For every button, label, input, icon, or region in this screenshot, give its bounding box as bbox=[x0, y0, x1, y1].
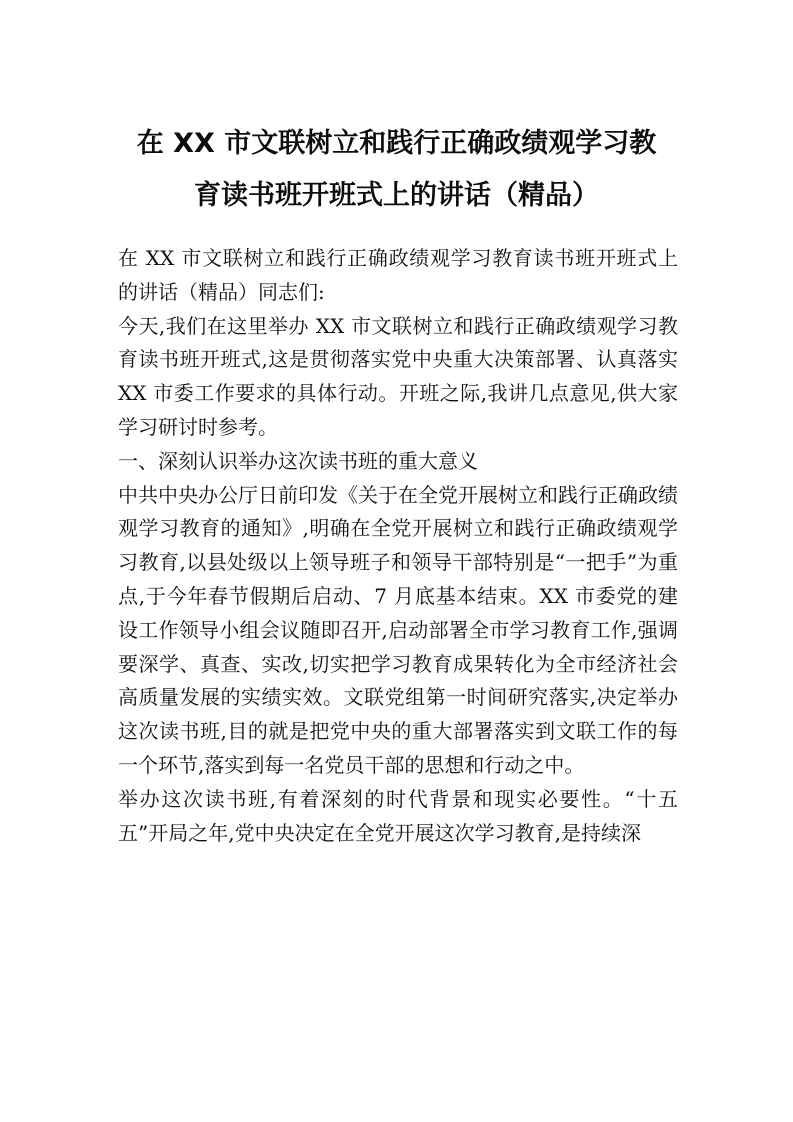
title-line-1: 在 XX 市文联树立和践行正确政绩观学习教 bbox=[136, 128, 657, 159]
document-body bbox=[118, 242, 678, 850]
opening-paragraph: 在 XX 市文联树立和践行正确政绩观学习教育读书班开班式上的讲话（精品）同志们: bbox=[118, 246, 678, 304]
document-title bbox=[100, 118, 693, 222]
introduction-paragraph: 今天,我们在这里举办 XX 市文联树立和践行正确政绩观学习教育读书班开班式,这是贯彻落实党中央重大决策部署、认真落实 XX 市委工作要求的具体行动。开班之际,我讲几点意见,供大家学习研讨时参考。 bbox=[118, 313, 678, 439]
title-line-2: 育读书班开班式上的讲话（精品） bbox=[194, 180, 599, 211]
section-1-paragraph-1: 中共中央办公厅日前印发《关于在全党开展树立和践行正确政绩观学习教育的通知》,明确在全党开展树立和践行正确政绩观学习教育,以县处级以上领导班子和领导干部特别是“一把手”为重点,于今年春节假期后启动、7 月底基本结束。XX 市委党的建设工作领导小组会议随即召开,启动部署全市学习教育工作,强调要深学、真查、实改,切实把学习教育成果转化为全市经济社会高质量发展的实绩实效。文联党组第一时间研究落实,决定举办这次读书班,目的就是把党中央的重大部署落实到文联工作的每一个环节,落实到每一名党员干部的思想和行动之中。 bbox=[118, 482, 678, 777]
section-heading-1: 一、深刻认识举办这次读书班的重大意义 bbox=[118, 448, 478, 473]
section-1-paragraph-2: 举办这次读书班,有着深刻的时代背景和现实必要性。“十五五”开局之年,党中央决定在全党开展这次学习教育,是持续深 bbox=[118, 786, 678, 845]
